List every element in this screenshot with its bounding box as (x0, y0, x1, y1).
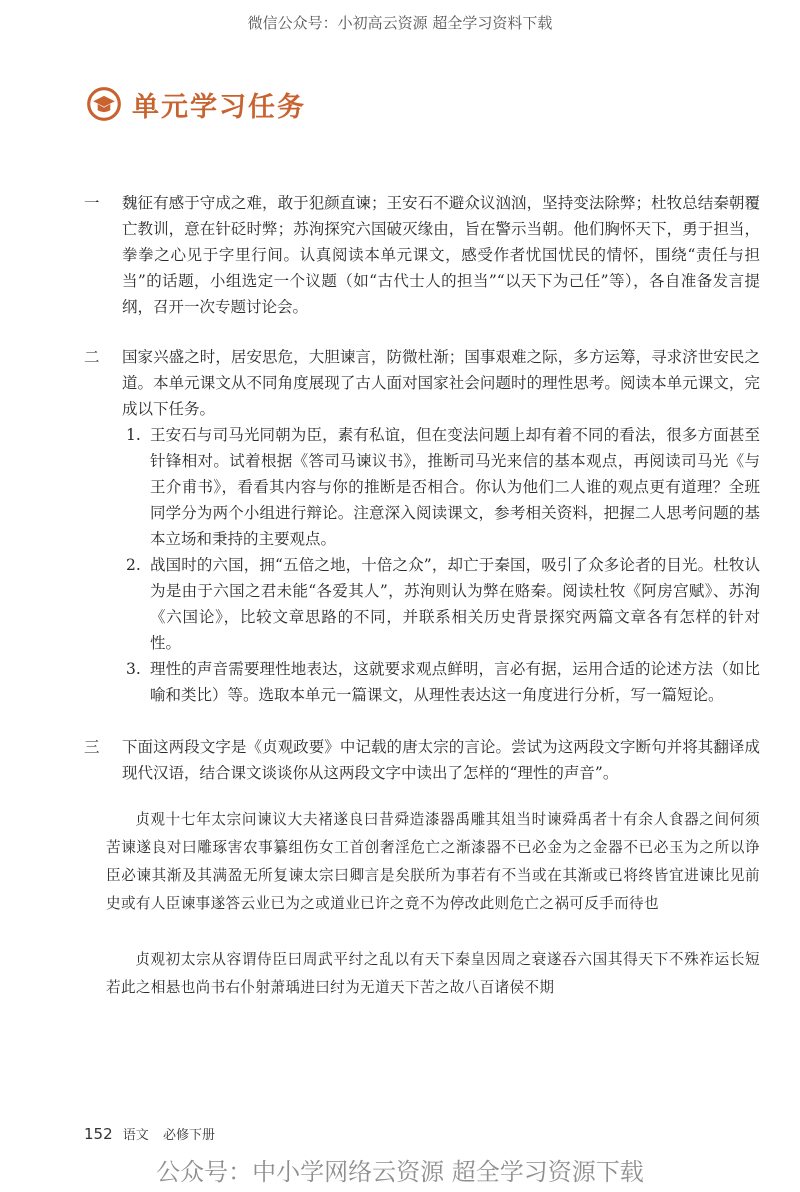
section-title: 单元学习任务 (132, 91, 306, 123)
subtask-number: 3. (126, 660, 141, 678)
subtask-text: 战国时的六国，拥“五倍之地，十倍之众”，却亡于秦国，吸引了众多论者的目光。杜牧认为是由于六国之君未能“各爱其人”，苏洵则认为弊在赂秦。阅读杜牧《阿房宫赋》、苏洵《六国论》，比较文章思路的不同，并联系相关历史背景探究两篇文章各有怎样的针对性。 (150, 556, 760, 652)
task-list (84, 190, 760, 1002)
footer-watermark: 公众号：中小学网络云资源 超全学习资源下载 (156, 1158, 644, 1186)
task-item (84, 344, 760, 708)
section-header (86, 80, 306, 128)
task-number: 三 (84, 738, 100, 756)
task-text: 魏征有感于守成之难，敢于犯颜直谏；王安石不避众议汹汹，坚持变法除弊；杜牧总结秦朝覆亡教训，意在针砭时弊；苏洵探究六国破灭缘由，旨在警示当朝。他们胸怀天下，勇于担当，拳拳之心见于字里行间。认真阅读本单元课文，感受作者忧国忧民的情怀，围绕“责任与担当”的话题，小组选定一个议题（如“古代士人的担当”“以天下为己任”等），各自准备发言提纲，召开一次专题讨论会。 (122, 194, 760, 316)
classical-passages (84, 806, 760, 1002)
task-text: 下面这两段文字是《贞观政要》中记载的唐太宗的言论。尝试为这两段文字断句并将其翻译成现代汉语，结合课文谈谈你从这两段文字中读出了怎样的“理性的声音”。 (122, 738, 760, 782)
classical-passage: 贞观十七年太宗问谏议大夫褚遂良曰昔舜造漆器禹雕其俎当时谏舜禹者十有余人食器之间何须苦谏遂良对曰雕琢害农事纂组伤女工首创奢淫危亡之渐漆器不已必金为之金器不已必玉为之所以诤臣必谏其渐及其满盈无所复谏太宗曰卿言是矣朕所为事若有不当或在其渐或已将终皆宜进谏比见前史或有人臣谏事遂答云业已为之或道业已许之竟不为停改此则危亡之祸可反手而待也 (106, 811, 760, 912)
subtask-item (122, 656, 760, 708)
task-item (84, 734, 760, 786)
task-number: 二 (84, 348, 100, 366)
task-item (84, 190, 760, 320)
subtask-number: 2. (126, 556, 141, 574)
subject-label: 语文 (122, 1128, 149, 1143)
subtask-text: 理性的声音需要理性地表达，这就要求观点鲜明，言必有据，运用合适的论述方法（如比喻和类比）等。选取本单元一篇课文，从理性表达这一角度进行分析，写一篇短论。 (150, 660, 760, 704)
task-number: 一 (84, 194, 100, 212)
subtask-text: 王安石与司马光同朝为臣，素有私谊，但在变法问题上却有着不同的看法，很多方面甚至针锋相对。试着根据《答司马谏议书》，推断司马光来信的基本观点，再阅读司马光《与王介甫书》，看看其内容与你的推断是否相合。你认为他们二人谁的观点更有道理？全班同学分为两个小组进行辩论。注意深入阅读课文，参考相关资料，把握二人思考问题的基本立场和秉持的主要观点。 (150, 426, 760, 548)
graduation-cap-icon (86, 86, 122, 122)
book-label: 必修下册 (162, 1128, 215, 1143)
subtask-number: 1. (126, 426, 141, 444)
task-text: 国家兴盛之时，居安思危，大胆谏言，防微杜渐；国事艰难之际，多方运筹，寻求济世安民之道。本单元课文从不同角度展现了古人面对国家社会问题时的理性思考。阅读本单元课文，完成以下任务。 (122, 348, 760, 418)
page-footer (84, 1124, 215, 1143)
subtask-item (122, 552, 760, 656)
header-watermark: 微信公众号：小初高云资源 超全学习资料下载 (247, 14, 553, 32)
subtask-item (122, 422, 760, 552)
classical-passage: 贞观初太宗从容谓侍臣曰周武平纣之乱以有天下秦皇因周之衰遂吞六国其得天下不殊祚运长短若此之相悬也尚书右仆射萧瑀进曰纣为无道天下苦之故八百诸侯不期 (106, 951, 760, 996)
subtask-list (122, 422, 760, 708)
page-number: 152 (84, 1125, 113, 1143)
